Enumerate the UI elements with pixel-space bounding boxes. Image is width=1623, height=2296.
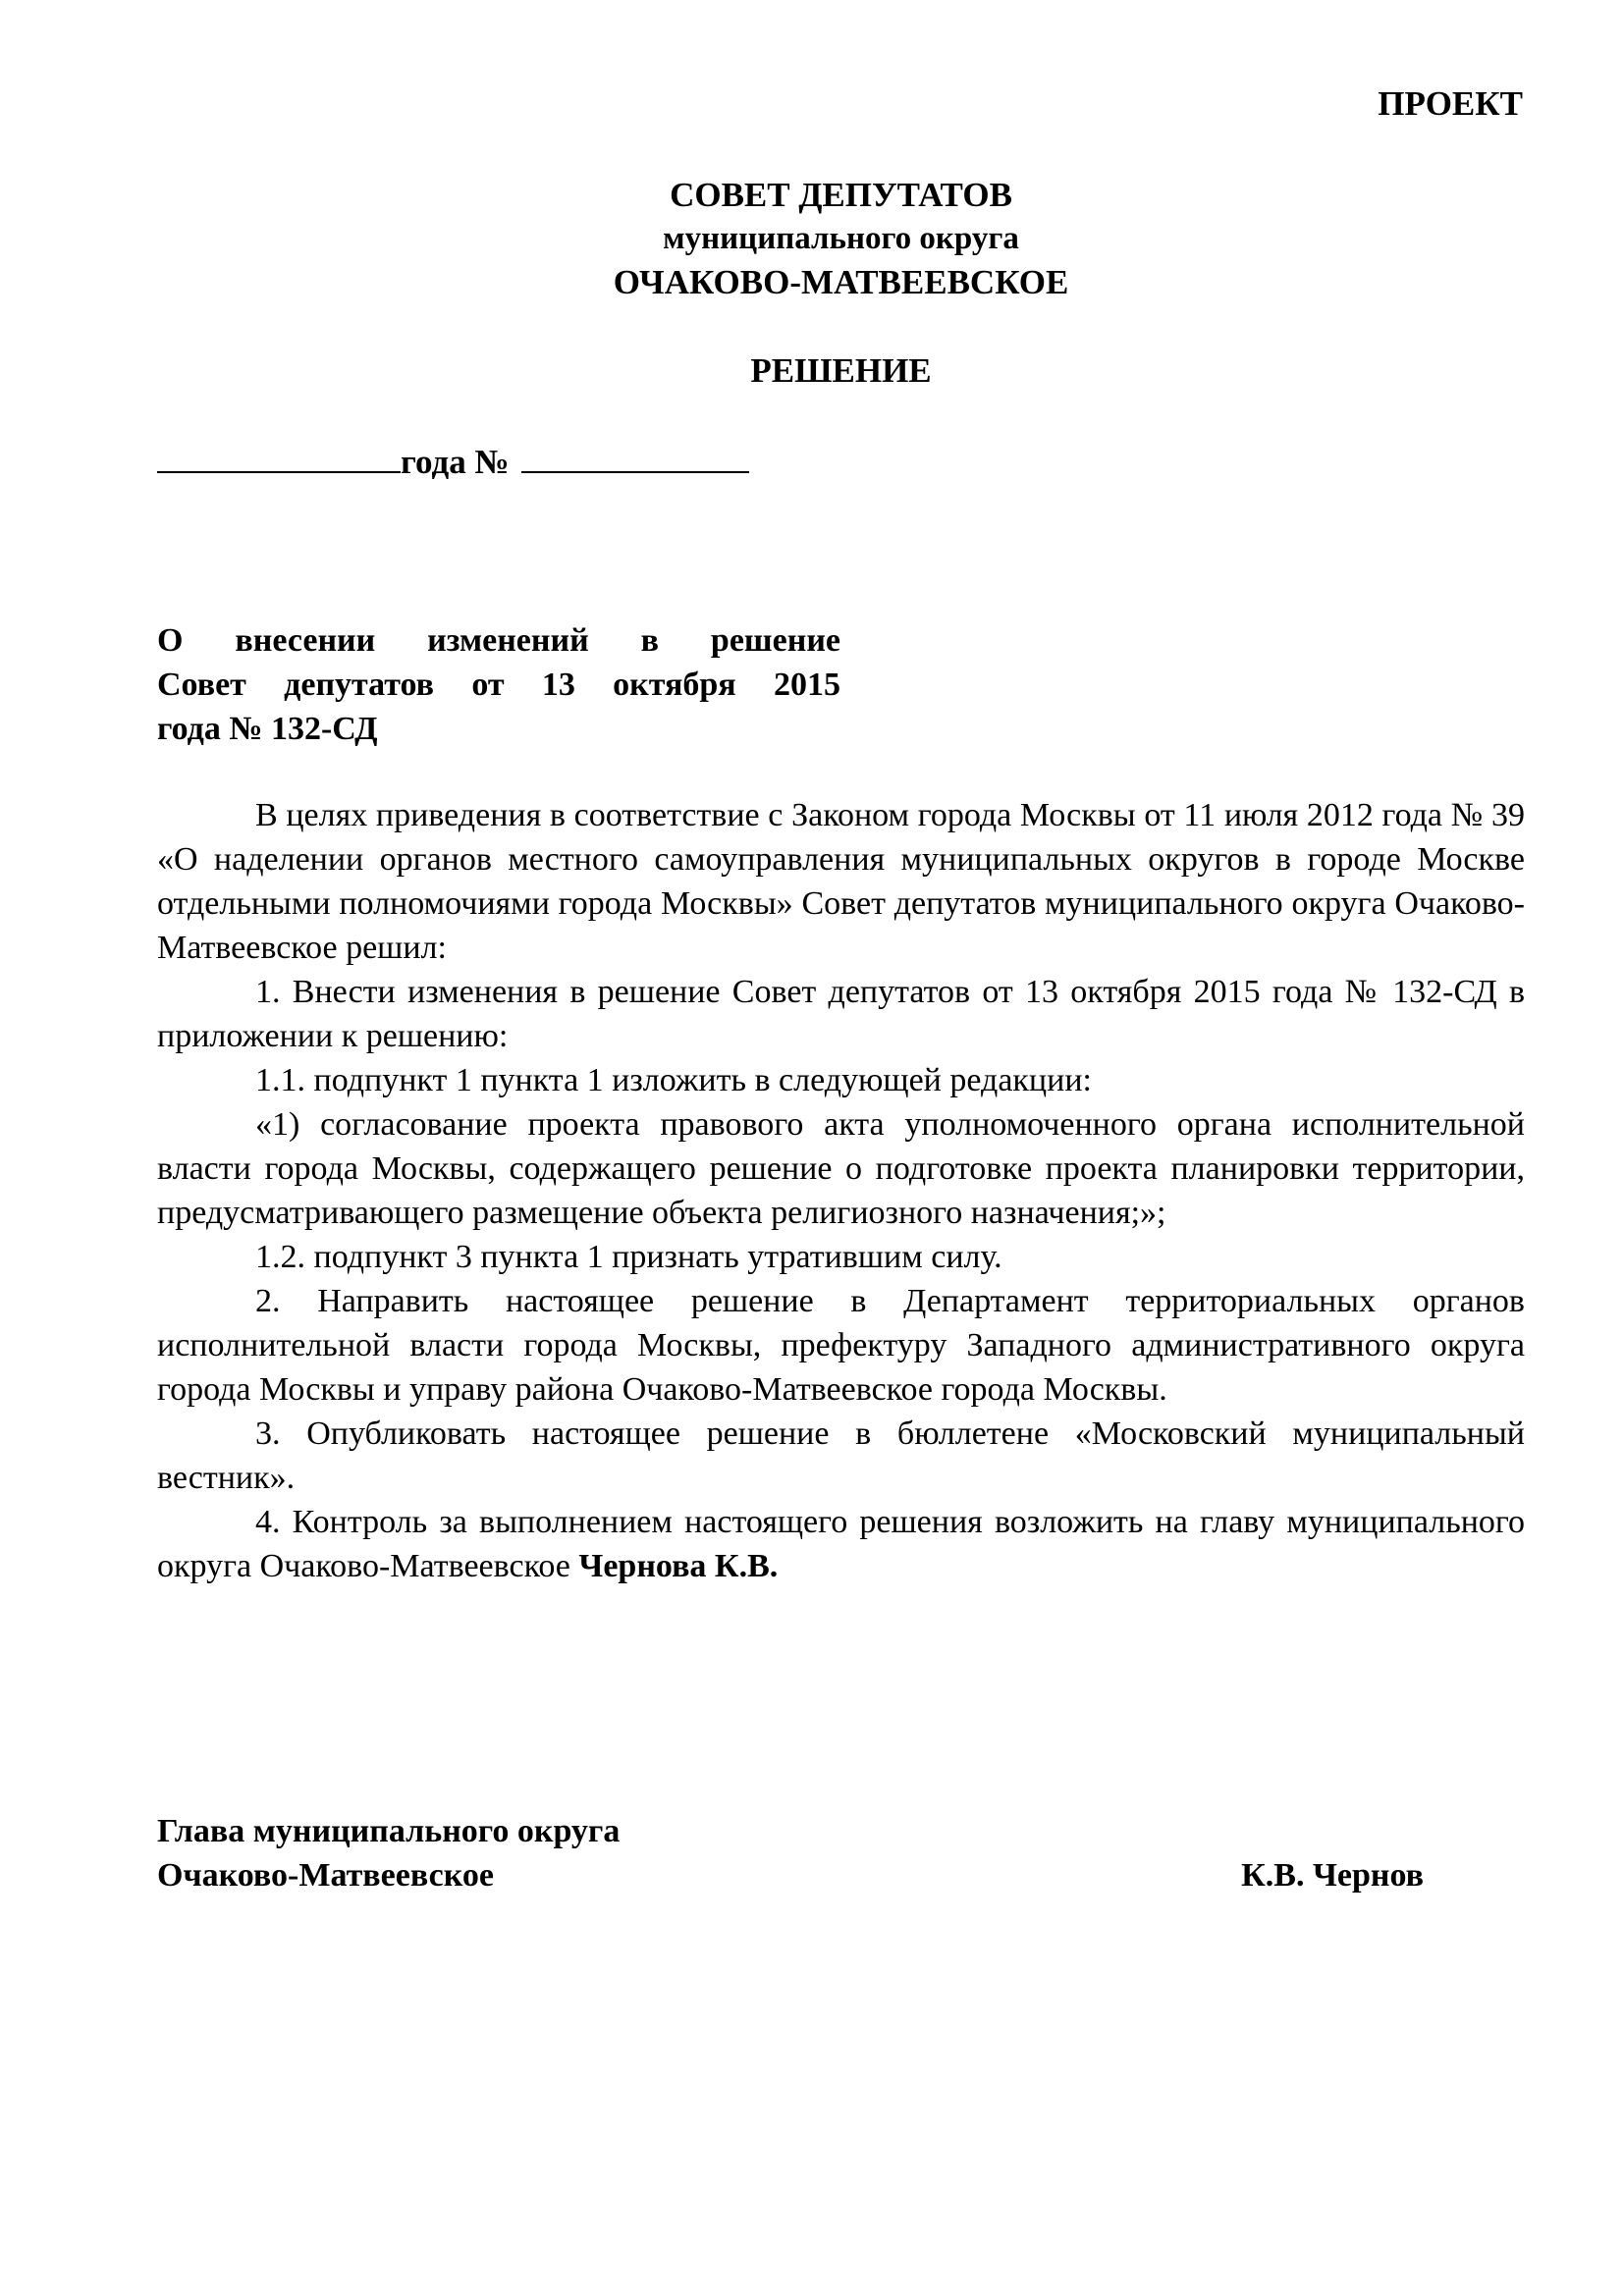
- council-district-name: ОЧАКОВО-МАТВЕЕВСКОЕ: [613, 263, 1069, 301]
- date-number-label: года №: [401, 443, 510, 481]
- draft-stamp: ПРОЕКТ: [1378, 84, 1523, 123]
- item-1-paragraph: 1. Внести изменения в решение Совет депутатов от 13 октября 2015 года № 132-СД в приложении к решению:: [157, 974, 1525, 1054]
- item-4-paragraph: [157, 1500, 1525, 1588]
- document-page: [157, 0, 1525, 2296]
- decision-subject: [157, 618, 840, 751]
- item-3-paragraph: 3. Опубликовать настоящее решение в бюллетене «Московский муниципальный вестник».: [157, 1415, 1525, 1496]
- decision-body: [157, 793, 1525, 1588]
- item-2-paragraph: 2. Направить настоящее решение в Департамент территориальных органов исполнительной власти города Москвы, префектуру Западного административного округа города Москвы и управу района Очаково-Матвеевское города Москвы.: [157, 1283, 1525, 1408]
- signature-block: [157, 1809, 1525, 1897]
- council-district-label: муниципального округа: [663, 221, 1019, 256]
- preamble-paragraph: В целях приведения в соответствие с Законом города Москвы от 11 июля 2012 года № 39 «О наделении органов местного самоуправления муниципальных округов в городе Москве отдельными полномочиями города Москвы» Совет депутатов муниципального округа Очаково-Матвеевское решил:: [157, 797, 1525, 966]
- date-number-line: [157, 436, 749, 484]
- subject-line-1: О внесении изменений в решение: [157, 622, 840, 659]
- signatory-title-line-2: Очаково-Матвеевское: [157, 1857, 494, 1894]
- item-1-2-paragraph: 1.2. подпункт 3 пункта 1 признать утратившим силу.: [255, 1239, 1002, 1275]
- council-heading: [157, 173, 1525, 304]
- item-1-1-quote-paragraph: «1) согласование проекта правового акта уполномоченного органа исполнительной власти города Москвы, содержащего решение о подготовке проекта планировки территории, предусматривающего размещение объекта религиозного назначения;»;: [157, 1106, 1525, 1231]
- number-blank: [521, 436, 749, 473]
- item-4-responsible-name: Чернова К.В.: [578, 1548, 779, 1584]
- item-1-1-paragraph: 1.1. подпункт 1 пункта 1 изложить в следующей редакции:: [255, 1062, 1092, 1098]
- signatory-title-line-1: Глава муниципального округа: [157, 1813, 621, 1849]
- date-blank: [157, 436, 401, 473]
- signatory-row: [157, 1853, 1424, 1897]
- document-type-title: РЕШЕНИЕ: [750, 351, 932, 390]
- subject-line-2: Совет депутатов от 13 октября 2015: [157, 667, 840, 703]
- council-name: СОВЕТ ДЕПУТАТОВ: [670, 176, 1012, 214]
- item-4-text: 4. Контроль за выполнением настоящего решения возложить на главу муниципального округа Очаково-Матвеевское: [157, 1504, 1525, 1584]
- subject-line-3: года № 132-СД: [157, 711, 378, 747]
- signatory-name: К.В. Чернов: [1241, 1857, 1424, 1894]
